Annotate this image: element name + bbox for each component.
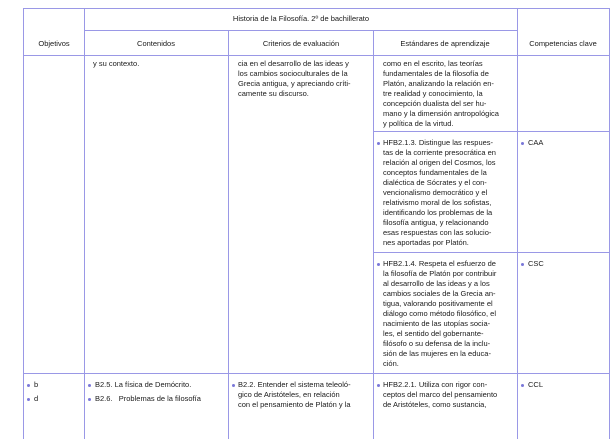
- text-line: sión de las mujeres en la educa-: [383, 349, 491, 358]
- text-line: los cambios socioculturales de la: [238, 69, 348, 78]
- text-line: ción.: [383, 359, 399, 368]
- table-title: Historia de la Filosofía. 2º de bachillerato: [232, 14, 370, 23]
- text-line: HFB2.2.1. Utiliza con rigor con-: [383, 380, 488, 389]
- header-competencias: Competencias clave: [529, 39, 597, 48]
- row1-contenidos-line: y su contexto.: [93, 59, 140, 68]
- text-line: esas respuestas con las solucio-: [383, 228, 492, 237]
- text-line: relación al origen del Cosmos, los: [383, 158, 496, 167]
- row4-objetivo-d: d: [34, 394, 39, 403]
- bullet-icon: [88, 384, 91, 387]
- row-divider-2: [373, 252, 610, 253]
- text-line: camente su discurso.: [238, 89, 309, 98]
- text-line: tre realidad y conocimiento, la: [383, 89, 483, 98]
- row4-contenido-1: B2.5. La física de Demócrito.: [95, 380, 192, 389]
- text-line: y política de la virtud.: [383, 119, 454, 128]
- text-line: la filosofía de Platón por contribuir: [383, 269, 497, 278]
- text-line: tigua, valorando positivamente el: [383, 299, 493, 308]
- bullet-icon: [521, 142, 524, 145]
- table-border-left: [23, 8, 24, 439]
- header-criterios: Criterios de evaluación: [262, 39, 340, 48]
- text-line: diálogo como método filosófico, el: [383, 309, 496, 318]
- header-contenidos: Contenidos: [137, 39, 175, 48]
- text-line: Grecia antigua, y apreciando críti-: [238, 79, 351, 88]
- text-line: identificando los problemas de la: [383, 208, 493, 217]
- bullet-icon: [521, 384, 524, 387]
- bullet-icon: [521, 263, 524, 266]
- text-line: cia en el desarrollo de las ideas y: [238, 59, 349, 68]
- text-line: cambios sociales de la Grecia an-: [383, 289, 496, 298]
- text-line: nacimiento de las utopías socia-: [383, 319, 491, 328]
- bullet-icon: [377, 384, 380, 387]
- text-line: con el pensamiento de Platón y la: [238, 400, 351, 409]
- bullet-icon: [232, 384, 235, 387]
- column-divider-3: [373, 30, 374, 439]
- row4-competencia: CCL: [528, 380, 544, 389]
- bullet-icon: [377, 142, 380, 145]
- bullet-icon: [27, 384, 30, 387]
- text-line: filósofo o su defensa de la inclu-: [383, 339, 491, 348]
- text-line: como en el escrito, las teorías: [383, 59, 483, 68]
- text-line: conceptos fundamentales de la: [383, 168, 487, 177]
- text-line: B2.2. Entender el sistema teleoló-: [238, 380, 351, 389]
- row4-contenido-2: B2.6. Problemas de la filosofía: [95, 394, 201, 403]
- text-line: HFB2.1.3. Distingue las respues-: [383, 138, 494, 147]
- header-row-divider: [23, 55, 610, 56]
- text-line: HFB2.1.4. Respeta el esfuerzo de: [383, 259, 496, 268]
- table-border-right: [609, 8, 610, 439]
- bullet-icon: [377, 263, 380, 266]
- row-divider-3: [23, 373, 610, 374]
- row-divider-1: [373, 131, 610, 132]
- text-line: de Aristóteles, como sustancia,: [383, 400, 487, 409]
- text-line: ceptos del marco del pensamiento: [383, 390, 498, 399]
- text-line: tas de la corriente presocrática en: [383, 148, 496, 157]
- row4-objetivo-b: b: [34, 380, 39, 389]
- column-divider-1: [84, 8, 85, 439]
- text-line: les, el sentido del gobernante-: [383, 329, 484, 338]
- text-line: fundamentales de la filosofía de: [383, 69, 489, 78]
- text-line: relativismo moral de los sofistas,: [383, 198, 492, 207]
- text-line: Platón, analizando la relación en-: [383, 79, 494, 88]
- text-line: al desarrollo de las ideas y a los: [383, 279, 490, 288]
- header-objetivos: Objetivos: [38, 39, 70, 48]
- text-line: vencionalismo democrático y el: [383, 188, 488, 197]
- column-divider-4: [517, 8, 518, 439]
- header-estandares: Estándares de aprendizaje: [400, 39, 490, 48]
- row2-competencia: CAA: [528, 138, 544, 147]
- text-line: nes aportadas por Platón.: [383, 238, 469, 247]
- text-line: gico de Aristóteles, en relación: [238, 390, 340, 399]
- text-line: filosofía antigua, y relacionando: [383, 218, 489, 227]
- row3-competencia: CSC: [528, 259, 544, 268]
- text-line: dialéctica de Sócrates y el con-: [383, 178, 487, 187]
- table-border-top: [23, 8, 610, 9]
- bullet-icon: [88, 398, 91, 401]
- text-line: concepción dualista del ser hu-: [383, 99, 487, 108]
- title-row-divider: [84, 30, 517, 31]
- bullet-icon: [27, 398, 30, 401]
- text-line: mano y la dimensión antropológica: [383, 109, 499, 118]
- column-divider-2: [228, 30, 229, 439]
